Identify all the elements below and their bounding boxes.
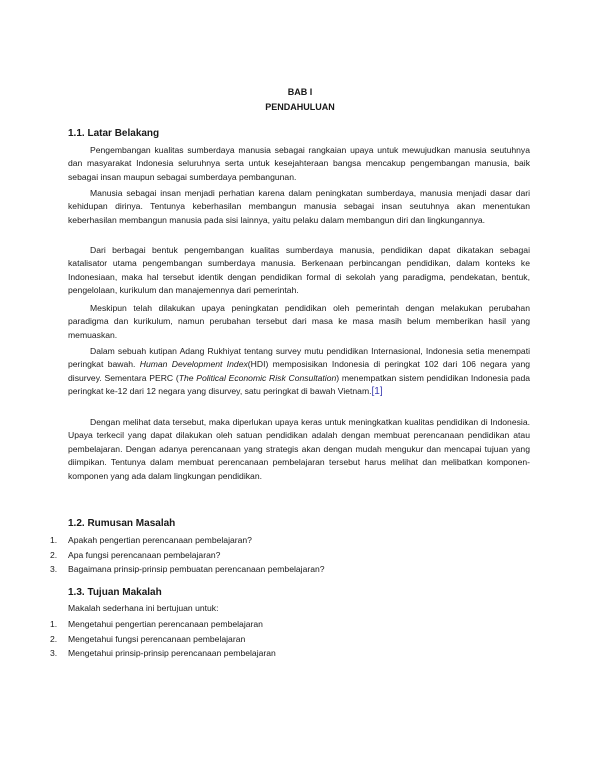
list-item: 2. Mengetahui fungsi perencanaan pembelajaran [50, 633, 246, 644]
list-item: 2. Apa fungsi perencanaan pembelajaran? [50, 549, 221, 560]
section-heading-latar-belakang: 1.1. Latar Belakang [68, 128, 160, 139]
paragraph-6: Dengan melihat data tersebut, maka diperlukan upaya keras untuk meningkatkan kualitas pendidikan di Indonesia. Upaya terkecil yang dapat dilakukan oleh satuan pendidikan adalah dengan membuat perencanaan pendidikan atau pembelajaran. Dengan adanya perencanaan yang strategis akan dengan mudah mengukur dan mencapai tujuan yang diimpikan. Tentunya dalam membuat perencanaan pembelajaran tersebut harus melihat dan melibatkan komponen-komponen yang ada dalam lingkungan pendidikan. [68, 417, 530, 481]
paragraph-4: Meskipun telah dilakukan upaya peningkatan pendidikan oleh pemerintah dengan melakukan perubahan paradigma dan kurikulum, namun perubahan tersebut dari masa ke masa masih belum memberikan hasil yang memuaskan. [68, 303, 530, 340]
paragraph-1: Pengembangan kualitas sumberdaya manusia sebagai rangkaian upaya untuk mewujudkan manusia seutuhnya dan masyarakat Indonesia seluruhnya serta untuk kesejahteraan bangsa mencakup pengembangan manusia, baik sebagai insan maupun sebagai sumberdaya pembangunan. [68, 145, 530, 182]
section-heading-tujuan-makalah: 1.3. Tujuan Makalah [68, 587, 162, 598]
p5-italic-hdi: Human Development Index [139, 359, 248, 370]
section-heading-rumusan-masalah: 1.2. Rumusan Masalah [68, 518, 176, 529]
paragraph-3: Dari berbagai bentuk pengembangan kualitas sumberdaya manusia, pendidikan dapat dikatakan sebagai katalisator utama pengembangan sumberdaya manusia. Berkenaan perbincangan pendidikan, dalam konteks ke Indonesiaan, maka hal tersebut identik dengan pendidikan formal di sekolah yang paradigma, pendekatan, bentuk, pengelolaan, kurikulum dan manajemennya dari pemerintah. [68, 245, 530, 296]
p5-italic-perc: The Political Economic Risk Consultation [178, 372, 337, 383]
p5-text-e: ) menempatkan sistem pendidikan Indonesia pada peringkat ke-12 dari 12 negara yang disurvey, satu peringkat di bawah Vietnam. [68, 372, 531, 397]
footnote-ref-link[interactable]: [1] [371, 386, 383, 398]
chapter-number: BAB I [287, 87, 313, 97]
paragraph-2: Manusia sebagai insan menjadi perhatian karena dalam peningkatan sumberdaya, manusia menjadi dasar dari kehidupan dirinya. Tentunya keberhasilan membangun manusia sebagai insan seutuhnya akan menentukan keberhasilan membangun manusia pada sisi lainnya, yaitu pelaku dalam membangun diri dan lingkungannya. [68, 188, 530, 225]
list-item: 3. Mengetahui prinsip-prinsip perencanaan pembelajaran [50, 648, 276, 658]
p5-text-c: (HDI) memposisikan Indonesia di peringkat 102 dari 106 negara yang disurvey. Sementara PERC ( [68, 359, 531, 383]
rumusan-masalah-list [50, 533, 325, 577]
tujuan-makalah-list [50, 617, 276, 661]
list-item: 3. Bagaimana prinsip-prinsip pembuatan perencanaan pembelajaran? [50, 564, 325, 574]
chapter-title: PENDAHULUAN [265, 102, 335, 112]
p5-text-a: Dalam sebuah kutipan Adang Rukhiyat tentang survey mutu pendidikan Internasional, Indonesia setia menempati peringkat bawah. [68, 346, 530, 370]
tujuan-intro: Makalah sederhana ini bertujuan untuk: [68, 603, 219, 613]
list-item: 1. Mengetahui pengertian perencanaan pembelajaran [50, 619, 263, 629]
list-item: 1. Apakah pengertian perencanaan pembelajaran? [50, 535, 252, 545]
paragraph-5 [68, 345, 530, 399]
